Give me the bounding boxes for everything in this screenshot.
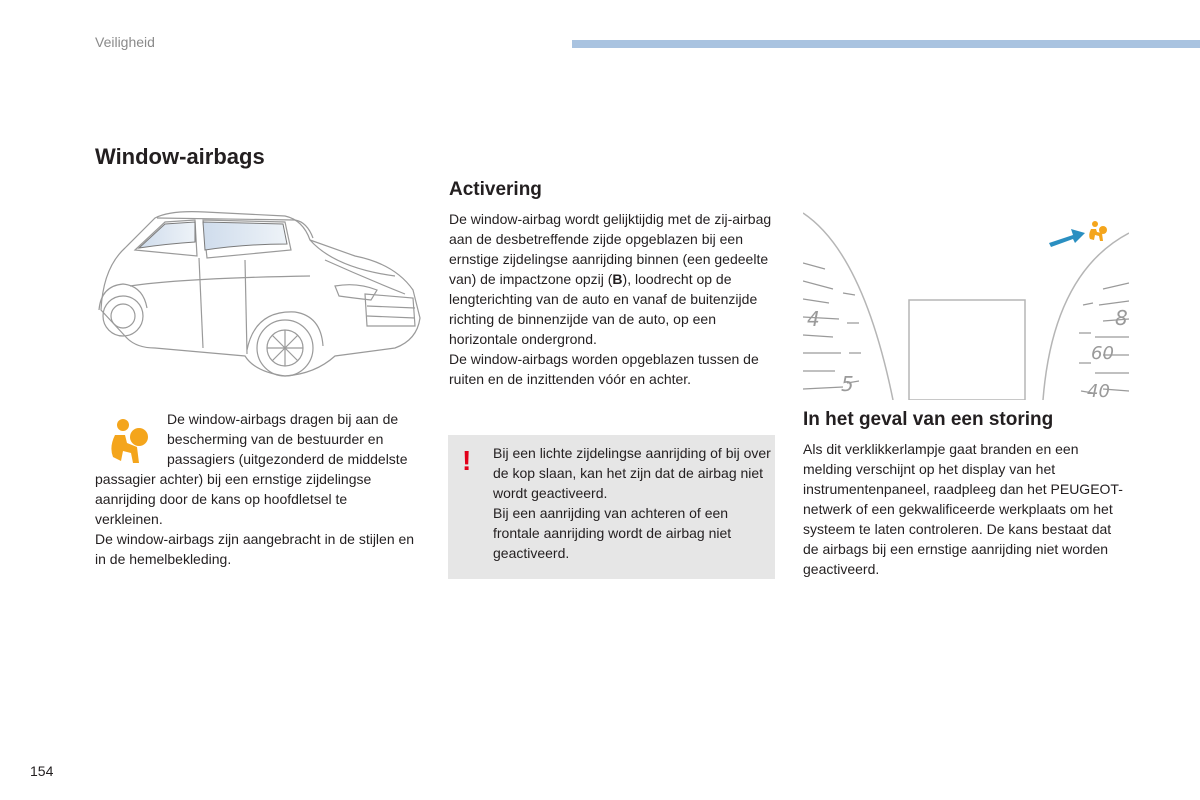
warning-box	[448, 435, 775, 579]
instrument-panel-illustration	[803, 193, 1129, 400]
activering-heading: Activering	[449, 179, 542, 200]
warning-paragraph-2: Bij een aanrijding van achteren of een frontale aanrijding wordt de airbag niet geactiveerd.	[493, 505, 732, 561]
section-label: Veiligheid	[95, 34, 155, 50]
activering-text-part-2: ), loodrecht op de lengterichting van de auto en vanaf de buitenzijde richting de binnenzijde van de auto, op een horizontale ondergrond.	[449, 271, 758, 347]
warning-text	[493, 443, 773, 563]
activering-text	[449, 209, 779, 389]
left-text-block	[95, 409, 415, 569]
activering-paragraph-2: De window-airbags worden opgeblazen tussen de ruiten en de inzittenden vóór en achter.	[449, 351, 759, 387]
storing-heading: In het geval van een storing	[803, 409, 1054, 430]
header-rule	[572, 40, 1200, 48]
zone-b-label: B	[612, 271, 623, 287]
left-paragraph-2: De window-airbags zijn aangebracht in de stijlen en in de hemelbekleding.	[95, 531, 415, 567]
left-paragraph-1: De window-airbags dragen bij aan de bescherming van de bestuurder en passagiers (uitgezonderd de middelste passagier achter) bij een ernstige zijdelingse aanrijding door de kans op hoofdletsel te verkleinen.	[95, 411, 408, 527]
dial-number-8: 8	[1115, 306, 1128, 330]
dial-number-4: 4	[807, 307, 820, 331]
airbag-warning-icon	[101, 415, 153, 467]
dial-number-5: 5	[841, 372, 854, 396]
exclamation-icon: !	[462, 445, 472, 476]
warning-paragraph-1: Bij een lichte zijdelingse aanrijding of bij over de kop slaan, kan het zijn dat de airbag niet wordt geactiveerd.	[493, 445, 771, 501]
activering-text-part-1: De window-airbag wordt gelijktijdig met de zij-airbag aan de desbetreffende zijde opgeblazen bij een ernstige zijdelingse aanrijding binnen (een gedeelte van) de impactzone opzij (	[449, 211, 772, 287]
dial-number-40: 40	[1087, 381, 1110, 400]
storing-text: Als dit verklikkerlampje gaat branden en een melding verschijnt op het display van het instrumentenpaneel, raadpleeg dan het PEUGEOT-netwerk of een gekwalificeerde werkplaats om het systeem te laten controleren. De kans bestaat dat de airbags bij een ernstige aanrijding niet worden geactiveerd.	[803, 441, 1123, 577]
dial-number-60: 60	[1091, 343, 1114, 364]
activering-paragraph-1	[449, 209, 779, 349]
car-illustration	[95, 198, 425, 390]
page-title: Window-airbags	[95, 144, 265, 169]
page-number: 154	[30, 763, 54, 779]
